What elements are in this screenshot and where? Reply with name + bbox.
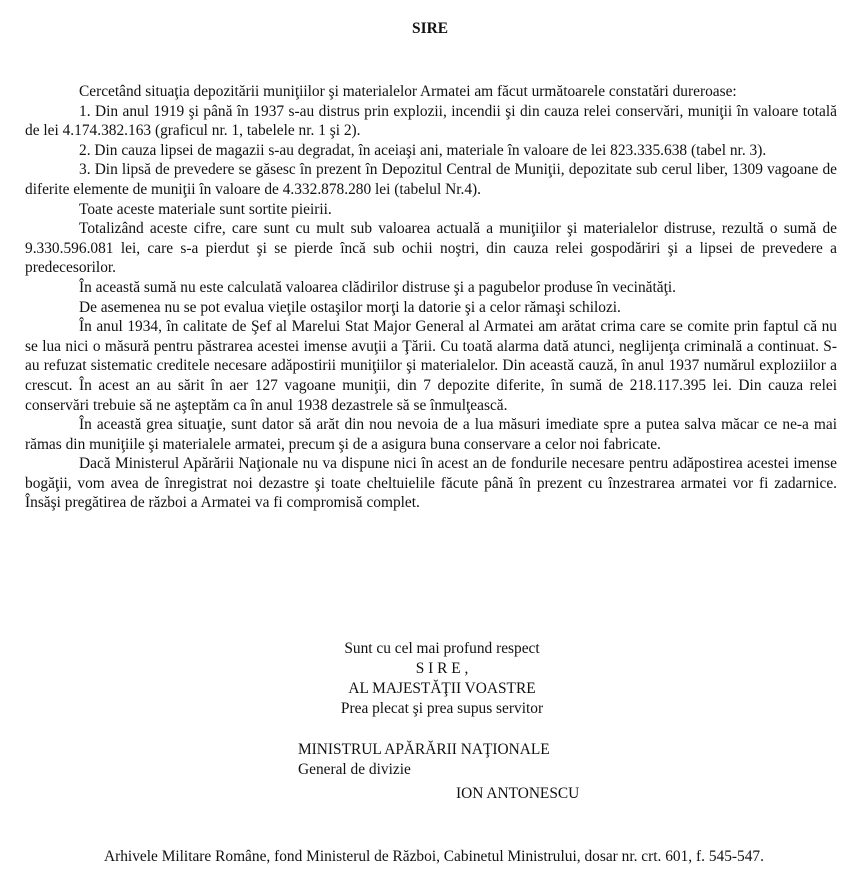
paragraph-buildings: În această sumă nu este calculată valoarea clădirilor distruse şi a pagubelor produse în vecinătăţi. — [79, 278, 676, 296]
paragraph-lives: De asemenea nu se pot evalua vieţile ostaşilor morţi la datorie şi a celor rămaşi schilozi. — [79, 298, 621, 316]
paragraph-measures: În această grea situaţie, sunt dator să arăt din nou nevoia de a lua măsuri imediate spre a putea salva măcar ce ne-a mai rămas din muniţiile şi materialele armatei, precum şi de a asigura buna conservare a celor noi fabricate. — [25, 416, 837, 453]
document-body — [25, 82, 837, 513]
closing-respect: Sunt cu cel mai profund respect — [344, 640, 540, 657]
paragraph-point-1: 1. Din anul 1919 şi până în 1937 s-au distrus prin explozii, incendii şi din cauza relei conservări, muniţii în valoare totală de lei 4.174.382.163 (graficul nr. 1, tabelele nr. 1 şi 2). — [25, 102, 837, 140]
signatory-rank: General de divizie — [298, 760, 411, 778]
signatory-office: MINISTRUL APĂRĂRII NAŢIONALE — [298, 741, 550, 758]
paragraph-materials-doomed: Toate aceste materiale sunt sortite pieirii. — [79, 200, 332, 218]
closing-servant: Prea plecat şi prea supus servitor — [340, 700, 544, 717]
paragraph-point-3: 3. Din lipsă de prevedere se găsesc în prezent în Depozitul Central de Muniţii, depozitate sub cerul liber, 1309 vagoane de diferite elemente de muniţii în valoare de 4.332.878.280 lei (tabelul Nr.4). — [25, 161, 837, 198]
paragraph-intro: Cercetând situaţia depozitării muniţiilor şi materialelor Armatei am făcut următoarele constatări dureroase: — [79, 83, 737, 100]
closing-majesty: AL MAJESTĂŢII VOASTRE — [348, 680, 536, 697]
signatory-name: ION ANTONESCU — [456, 785, 580, 802]
paragraph-point-2: 2. Din cauza lipsei de magazii s-au degradat, în aceiaşi ani, materiale în valoare de lei 823.335.638 (tabel nr. 3). — [79, 141, 767, 159]
closing-sire: S I R E , — [415, 660, 469, 677]
paragraph-totals: Totalizând aceste cifre, care sunt cu mult sub valoarea actuală a muniţiilor şi materialelor distruse, rezultă o sumă de 9.330.596.081 lei, care s-a pierdut şi se pierde încă sub ochii noştri, din cauza relei gospodăriri şi a lipsei de prevedere a predecesorilor. — [25, 220, 837, 277]
paragraph-funds: Dacă Ministerul Apărării Naţionale nu va dispune nici în acest an de fondurile necesare pentru adăpostirea acestei imense bogăţii, vom avea de înregistrat noi dezastre şi toate cheltuielile făcute până în prezent cu înzestrarea armatei vor fi zadarnice. Însăşi pregătirea de război a Armatei va fi compromisă complet. — [25, 455, 837, 512]
archive-source: Arhivele Militare Române, fond Ministerul de Război, Cabinetul Ministrului, dosar nr. crt. 601, f. 545-547. — [104, 848, 764, 865]
paragraph-1934: În anul 1934, în calitate de Şef al Marelui Stat Major General al Armatei am arătat crima care se comite prin faptul că nu se lua nici o măsură pentru păstrarea acestei imense avuţii a Ţării. Cu toată alarma dată atunci, neglijenţa criminală a continuat. S-au refuzat sistematic creditele necesare adăpostirii muniţiilor şi materialelor. Din această cauză, în anul 1937 numărul exploziilor a crescut. În acest an au sărit în aer 127 vagoane muniţii, din 7 depozite diferite, în sumă de 218.117.395 lei. Din cauza relei conservări trebuie să ne aşteptăm ca în anul 1938 dezastrele să se înmulţească. — [25, 318, 837, 414]
signatory-block — [298, 740, 550, 779]
document-title: SIRE — [412, 20, 448, 37]
